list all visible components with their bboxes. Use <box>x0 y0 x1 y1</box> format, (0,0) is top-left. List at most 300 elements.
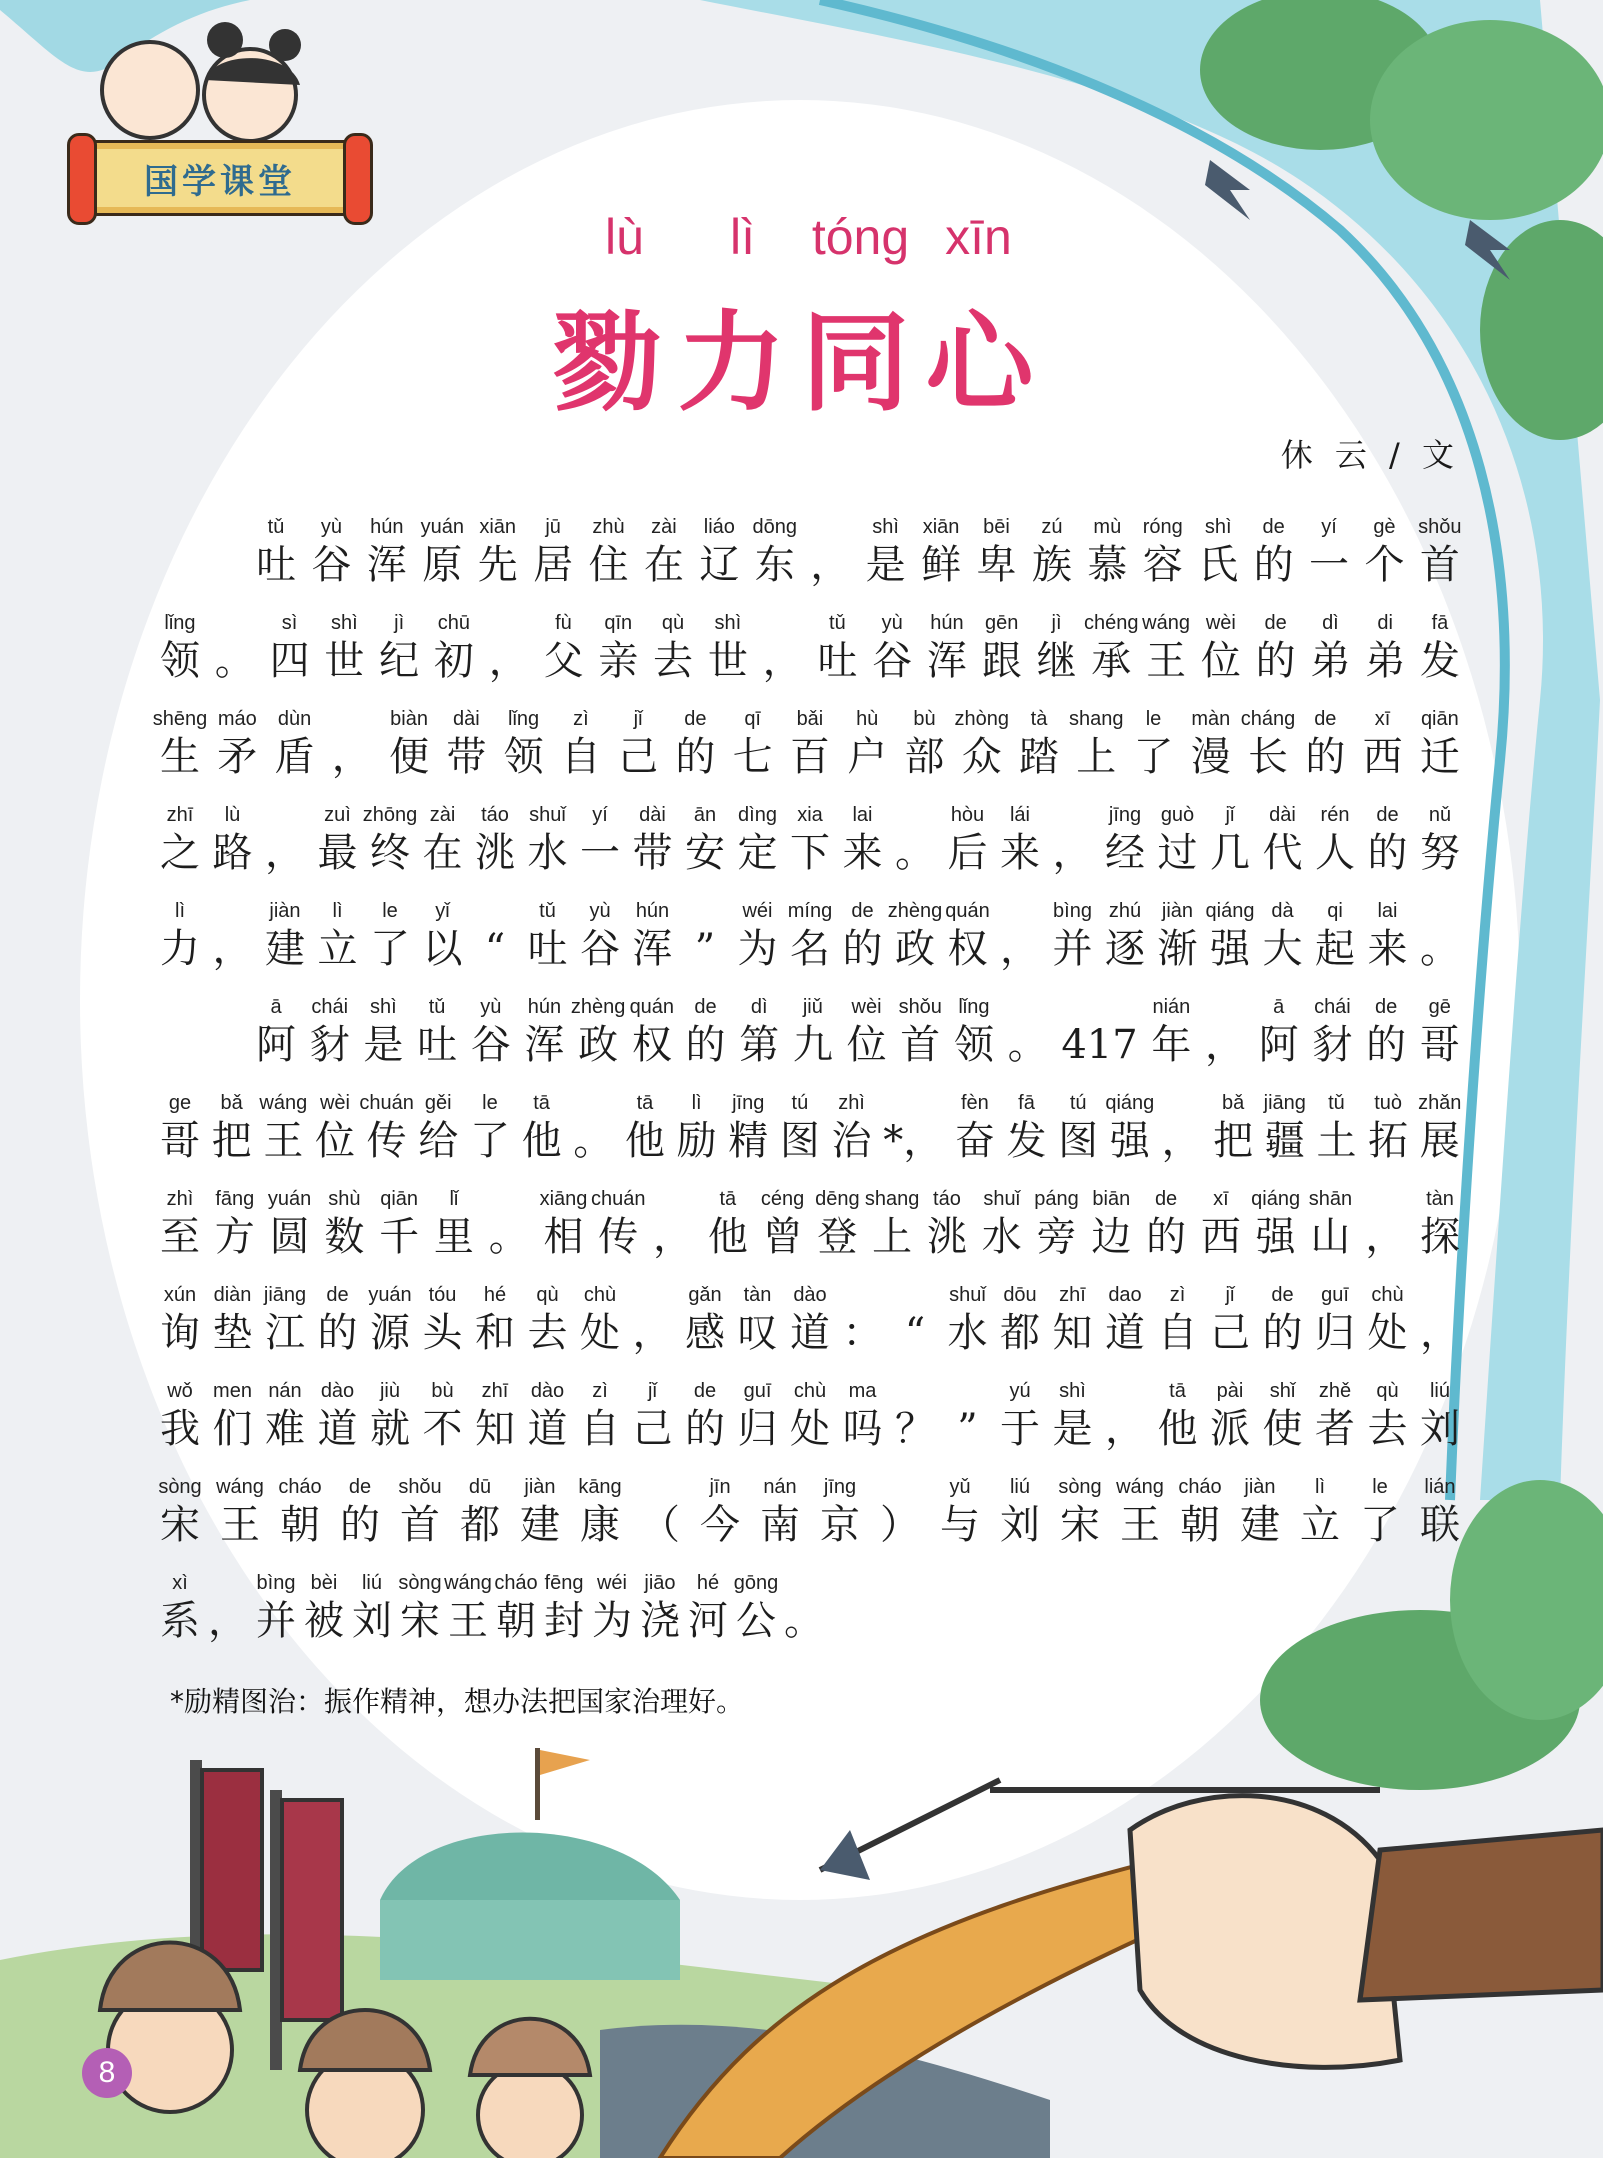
character-cell <box>160 898 200 974</box>
hanzi: 朝 <box>280 1502 320 1548</box>
character-cell <box>544 1570 584 1646</box>
hanzi: 的 <box>1262 1310 1303 1356</box>
hanzi: 生 <box>160 734 200 780</box>
hanzi: 初 <box>433 638 474 684</box>
pinyin: gǎn <box>688 1284 722 1306</box>
text-line <box>160 884 1460 974</box>
character-cell <box>1116 1474 1164 1550</box>
hanzi: 先 <box>477 542 518 588</box>
hanzi: 承 <box>1091 638 1132 684</box>
character-cell <box>685 802 725 878</box>
character-cell <box>1364 514 1404 590</box>
hanzi: 难 <box>265 1406 305 1452</box>
hanzi: 上 <box>1076 734 1117 780</box>
pinyin: sòng <box>158 1476 202 1498</box>
hanzi: 公 <box>736 1598 776 1644</box>
character-cell <box>976 514 1016 590</box>
pinyin: cháo <box>278 1476 322 1498</box>
pinyin: qi <box>1327 900 1343 922</box>
character-cell <box>1360 1474 1400 1550</box>
hanzi: ， <box>810 542 851 588</box>
character-cell <box>1180 1474 1220 1550</box>
hanzi: 部 <box>904 734 945 780</box>
hanzi: 并 <box>1052 926 1093 972</box>
hanzi: 鲜 <box>921 542 962 588</box>
pinyin: liú <box>361 1572 382 1594</box>
hanzi: 浇 <box>640 1598 680 1644</box>
pinyin: dào <box>320 1380 355 1402</box>
pinyin: jiàn <box>1161 900 1194 922</box>
pinyin: jīng <box>1108 804 1142 826</box>
character-cell <box>265 802 305 878</box>
pinyin: gěi <box>424 1092 452 1114</box>
hanzi: 弟 <box>1310 638 1351 684</box>
pinyin: lì <box>175 900 185 922</box>
hanzi: 世 <box>707 638 748 684</box>
hanzi: 容 <box>1142 542 1183 588</box>
character-cell <box>1316 1090 1356 1166</box>
hanzi: ？ <box>895 1406 935 1452</box>
pinyin: jiǔ <box>802 996 823 1018</box>
character-cell <box>1420 1282 1460 1358</box>
character-cell <box>1151 994 1191 1070</box>
pinyin: ān <box>693 804 717 826</box>
character-cell <box>160 1474 200 1550</box>
character-cell <box>592 1570 632 1646</box>
pinyin: dài <box>1269 804 1296 826</box>
pinyin: quán <box>629 996 675 1018</box>
character-cell <box>370 898 410 974</box>
character-cell <box>1265 1090 1305 1166</box>
text-line <box>160 1460 1460 1550</box>
author-credit: 休 云 / 文 <box>1280 436 1460 474</box>
pinyin: zhī <box>481 1380 509 1402</box>
hanzi: 吗 <box>842 1406 883 1452</box>
pinyin: zhì <box>166 1188 194 1210</box>
character-cell <box>1058 1090 1098 1166</box>
character-cell <box>580 1378 620 1454</box>
page-title: 勠力同心 <box>553 301 1050 426</box>
character-cell <box>362 802 418 878</box>
character-cell <box>847 706 887 782</box>
character-cell <box>1420 898 1460 974</box>
character-cell <box>370 1378 410 1454</box>
hanzi: 归 <box>1315 1310 1355 1356</box>
pinyin: dào <box>793 1284 827 1306</box>
hanzi: 权 <box>947 926 988 972</box>
pinyin: bǎ <box>220 1092 243 1114</box>
character-cell <box>866 514 906 590</box>
character-cell <box>633 802 673 878</box>
character-cell <box>213 1282 253 1358</box>
character-cell <box>793 994 833 1070</box>
character-cell <box>1213 1090 1253 1166</box>
hanzi: 是 <box>865 542 906 588</box>
hanzi: 里 <box>433 1214 474 1260</box>
character-cell <box>900 994 940 1070</box>
pinyin: róng <box>1142 516 1183 538</box>
hanzi: 土 <box>1316 1118 1357 1164</box>
character-cell <box>618 706 658 782</box>
pinyin: tǔ <box>829 612 846 634</box>
hanzi: 建 <box>1240 1502 1280 1548</box>
pinyin: tà <box>1030 708 1048 730</box>
hanzi: 宋 <box>160 1502 200 1548</box>
hanzi: 了 <box>1360 1502 1400 1548</box>
character-cell <box>685 898 725 974</box>
character-cell <box>423 1378 463 1454</box>
character-cell <box>1158 1282 1198 1358</box>
pinyin: de <box>1154 1188 1178 1210</box>
pinyin: hún <box>635 900 670 922</box>
pinyin: jǐ <box>1225 804 1235 826</box>
character-cell <box>434 1186 474 1262</box>
hanzi: 王 <box>1146 638 1187 684</box>
hanzi: 励 <box>676 1118 717 1164</box>
hanzi: 感 <box>685 1310 725 1356</box>
pinyin: dū <box>468 1476 492 1498</box>
hanzi: 今 <box>700 1502 740 1548</box>
character-cell <box>434 610 474 686</box>
pinyin: sòng <box>398 1572 442 1594</box>
hanzi: 个 <box>1364 542 1405 588</box>
hanzi: 曾 <box>762 1214 803 1260</box>
hanzi: 首 <box>400 1502 440 1548</box>
hanzi: 河 <box>688 1598 728 1644</box>
hanzi: ， <box>331 734 372 780</box>
pinyin: wáng <box>1142 612 1190 634</box>
hanzi: 后 <box>947 830 988 876</box>
character-cell <box>215 610 255 686</box>
hanzi: 处 <box>1367 1310 1408 1356</box>
hanzi: 我 <box>160 1406 200 1452</box>
pinyin: biàn <box>390 708 428 730</box>
character-cell <box>324 610 364 686</box>
character-cell <box>318 898 358 974</box>
pinyin: xia <box>797 804 823 826</box>
hanzi: 首 <box>1419 542 1460 588</box>
pinyin: wèi <box>319 1092 350 1114</box>
hanzi: 世 <box>324 638 365 684</box>
footnote: *励精图治：振作精神，想办法把国家治理好。 <box>170 1685 745 1718</box>
character-cell <box>1134 706 1174 782</box>
hanzi: 经 <box>1105 830 1145 876</box>
character-cell <box>533 514 573 590</box>
hanzi: 他 <box>707 1214 748 1260</box>
title-pinyin-syllable: lù <box>605 209 644 265</box>
character-cell <box>1000 1282 1040 1358</box>
hanzi: 把 <box>211 1118 252 1164</box>
hanzi: 终 <box>370 830 410 876</box>
hanzi: 他 <box>1157 1406 1198 1452</box>
character-cell <box>1210 802 1250 878</box>
hanzi: 系 <box>160 1598 200 1644</box>
hanzi: 踏 <box>1018 734 1059 780</box>
character-cell <box>843 1282 883 1358</box>
pinyin: tā <box>719 1188 737 1210</box>
character-cell <box>688 1570 728 1646</box>
text-line <box>160 596 1460 686</box>
character-cell <box>728 1090 768 1166</box>
hanzi: 定 <box>737 830 778 876</box>
hanzi: 去 <box>1367 1406 1408 1452</box>
hanzi: 渐 <box>1157 926 1198 972</box>
character-cell <box>265 1378 305 1454</box>
character-cell <box>685 1282 725 1358</box>
character-cell <box>1105 1378 1145 1454</box>
pinyin: tú <box>1069 1092 1087 1114</box>
character-cell <box>640 1570 680 1646</box>
character-cell <box>644 514 684 590</box>
pinyin: cháo <box>494 1572 538 1594</box>
character-cell <box>921 514 961 590</box>
pinyin: wǒ <box>167 1380 193 1402</box>
pinyin: lián <box>1424 1476 1456 1498</box>
hanzi: 询 <box>160 1310 200 1356</box>
pinyin: bù <box>431 1380 454 1402</box>
character-cell <box>699 514 739 590</box>
pinyin: xiān <box>922 516 960 538</box>
hanzi: 大 <box>1262 926 1303 972</box>
pinyin: dao <box>1108 1284 1142 1306</box>
pinyin: guī <box>1321 1284 1349 1306</box>
hanzi: 知 <box>1052 1310 1093 1356</box>
pinyin: le <box>382 900 398 922</box>
hanzi: 头 <box>422 1310 463 1356</box>
hanzi: 不 <box>422 1406 463 1452</box>
pinyin: guī <box>743 1380 772 1402</box>
pinyin: chái <box>311 996 349 1018</box>
character-cell <box>1420 1378 1460 1454</box>
character-cell <box>1142 610 1190 686</box>
hanzi: 洮 <box>475 830 515 876</box>
hanzi: ” <box>957 1406 978 1452</box>
pinyin: hún <box>930 612 964 634</box>
character-cell <box>1363 706 1403 782</box>
character-cell <box>528 802 568 878</box>
hanzi: 的 <box>1305 734 1346 780</box>
hanzi: ， <box>762 638 803 684</box>
character-cell <box>1105 802 1145 878</box>
pinyin: de <box>1374 996 1398 1018</box>
character-cell <box>213 1378 253 1454</box>
pinyin: hòu <box>950 804 985 826</box>
character-cell <box>589 514 629 590</box>
character-cell <box>1315 898 1355 974</box>
hanzi: 宋 <box>1060 1502 1100 1548</box>
character-cell <box>160 1570 200 1646</box>
hanzi: 族 <box>1031 542 1072 588</box>
hanzi: 朝 <box>496 1598 536 1644</box>
character-cell <box>446 706 486 782</box>
hanzi: 力 <box>160 926 200 972</box>
character-cell <box>790 802 830 878</box>
pinyin: rén <box>1320 804 1350 826</box>
character-cell <box>389 706 429 782</box>
pinyin: chù <box>793 1380 827 1402</box>
pinyin: yí <box>1321 516 1337 538</box>
hanzi: 亲 <box>598 638 639 684</box>
character-cell <box>653 610 693 686</box>
hanzi: ， <box>208 1598 248 1644</box>
pinyin: tā <box>533 1092 550 1114</box>
hanzi: 带 <box>632 830 673 876</box>
pinyin: jīng <box>732 1092 765 1114</box>
pinyin: lǐng <box>958 996 990 1018</box>
character-cell <box>1091 1186 1131 1262</box>
hanzi: 代 <box>1262 830 1303 876</box>
pinyin: shì <box>1059 1380 1086 1402</box>
hanzi: 图 <box>779 1118 820 1164</box>
character-cell <box>640 1474 680 1550</box>
pinyin: dì <box>1322 612 1339 634</box>
pinyin: xiāng <box>539 1188 588 1210</box>
character-cell <box>1087 514 1127 590</box>
hanzi: 父 <box>543 638 584 684</box>
hanzi: 。 <box>488 1214 529 1260</box>
pinyin: shì <box>370 996 397 1018</box>
hanzi: 年 <box>1151 1022 1192 1068</box>
text-line <box>160 1364 1460 1454</box>
pinyin: chù <box>1371 1284 1404 1306</box>
hanzi: 下 <box>790 830 830 876</box>
character-cell <box>954 706 1009 782</box>
character-cell <box>216 1474 264 1550</box>
pinyin: lì <box>691 1092 702 1114</box>
pinyin: de <box>1262 516 1285 538</box>
hanzi: 的 <box>1255 638 1296 684</box>
character-cell <box>280 1474 320 1550</box>
hanzi: 封 <box>544 1598 584 1644</box>
pinyin: tuò <box>1374 1092 1402 1114</box>
pinyin: diàn <box>213 1284 252 1306</box>
pinyin: xī <box>1374 708 1391 730</box>
hanzi: 继 <box>1036 638 1077 684</box>
hanzi: 是 <box>1052 1406 1093 1452</box>
pinyin: shì <box>1204 516 1232 538</box>
pinyin: dài <box>639 804 666 826</box>
hanzi: 精 <box>728 1118 769 1164</box>
hanzi: 矛 <box>217 734 258 780</box>
pinyin: zhǎn <box>1418 1092 1462 1114</box>
pinyin: yí <box>592 804 608 826</box>
character-cell <box>1000 1378 1040 1454</box>
character-cell <box>213 802 253 878</box>
character-cell <box>160 1186 200 1262</box>
character-cell <box>1420 994 1460 1070</box>
hanzi: 豺 <box>309 1022 350 1068</box>
character-cell <box>1008 994 1048 1070</box>
character-cell <box>739 994 779 1070</box>
character-cell <box>475 802 515 878</box>
hanzi: 的 <box>317 1310 358 1356</box>
pinyin: jiù <box>379 1380 400 1402</box>
character-cell <box>489 1186 529 1262</box>
pinyin: qīn <box>604 612 633 634</box>
hanzi: 己 <box>618 734 659 780</box>
title-pinyin-syllable: xīn <box>945 209 1012 265</box>
character-cell <box>738 1378 778 1454</box>
character-cell <box>982 610 1022 686</box>
pinyin: gēn <box>985 612 1019 634</box>
hanzi: 来 <box>1367 926 1408 972</box>
character-cell <box>817 610 857 686</box>
hanzi: 己 <box>632 1406 673 1452</box>
hanzi: 过 <box>1157 830 1198 876</box>
hanzi: 哥 <box>1419 1022 1460 1068</box>
hanzi: 强 <box>1210 926 1250 972</box>
hanzi: 居 <box>533 542 574 588</box>
character-cell <box>1312 994 1352 1070</box>
character-cell <box>379 610 419 686</box>
pinyin: xī <box>1213 1188 1229 1210</box>
character-cell <box>580 802 620 878</box>
character-cell <box>208 1570 248 1646</box>
character-cell <box>598 610 638 686</box>
character-cell <box>580 1282 620 1358</box>
character-cell <box>763 610 803 686</box>
hanzi: 去 <box>527 1310 568 1356</box>
character-cell <box>1420 706 1460 782</box>
character-cell <box>1060 1474 1100 1550</box>
character-cell <box>982 1186 1022 1262</box>
character-cell <box>1263 1282 1303 1358</box>
hanzi: 给 <box>418 1118 459 1164</box>
hanzi: 位 <box>1200 638 1241 684</box>
pinyin: xiān <box>479 516 517 538</box>
character-cell <box>708 1186 748 1262</box>
pinyin: shān <box>1308 1188 1353 1210</box>
pinyin: fāng <box>215 1188 255 1210</box>
title-pinyin-syllable: lì <box>730 209 755 265</box>
pinyin: biān <box>1092 1188 1131 1210</box>
pinyin: hún <box>527 996 562 1018</box>
character-cell <box>1420 802 1460 878</box>
character-cell <box>895 1282 935 1358</box>
pinyin: tú <box>791 1092 809 1114</box>
hanzi: 西 <box>1362 734 1403 780</box>
pinyin: men <box>213 1380 252 1402</box>
hanzi: 安 <box>685 830 725 876</box>
character-cell <box>311 514 351 590</box>
character-cell <box>733 706 773 782</box>
character-cell <box>259 1090 308 1166</box>
pinyin: wáng <box>259 1092 308 1114</box>
character-cell <box>1368 1090 1408 1166</box>
pinyin: shì <box>714 612 742 634</box>
pinyin: bǎ <box>1222 1092 1245 1114</box>
hanzi: 圆 <box>269 1214 310 1260</box>
character-cell <box>1205 898 1255 974</box>
character-cell <box>379 1186 419 1262</box>
character-cell <box>780 1090 820 1166</box>
hanzi: 被 <box>304 1598 344 1644</box>
character-cell <box>543 610 583 686</box>
character-cell <box>1198 514 1238 590</box>
character-cell <box>1000 802 1040 878</box>
hanzi: 户 <box>847 734 888 780</box>
hanzi: 与 <box>940 1502 980 1548</box>
hanzi: 者 <box>1315 1406 1355 1452</box>
pinyin: ā <box>1273 996 1285 1018</box>
hanzi: ， <box>653 1214 694 1260</box>
hanzi: 垫 <box>212 1310 253 1356</box>
character-cell <box>686 994 726 1070</box>
hanzi: 众 <box>961 734 1002 780</box>
hanzi: 百 <box>789 734 830 780</box>
hanzi: 首 <box>900 1022 941 1068</box>
pinyin: hù <box>856 708 879 730</box>
